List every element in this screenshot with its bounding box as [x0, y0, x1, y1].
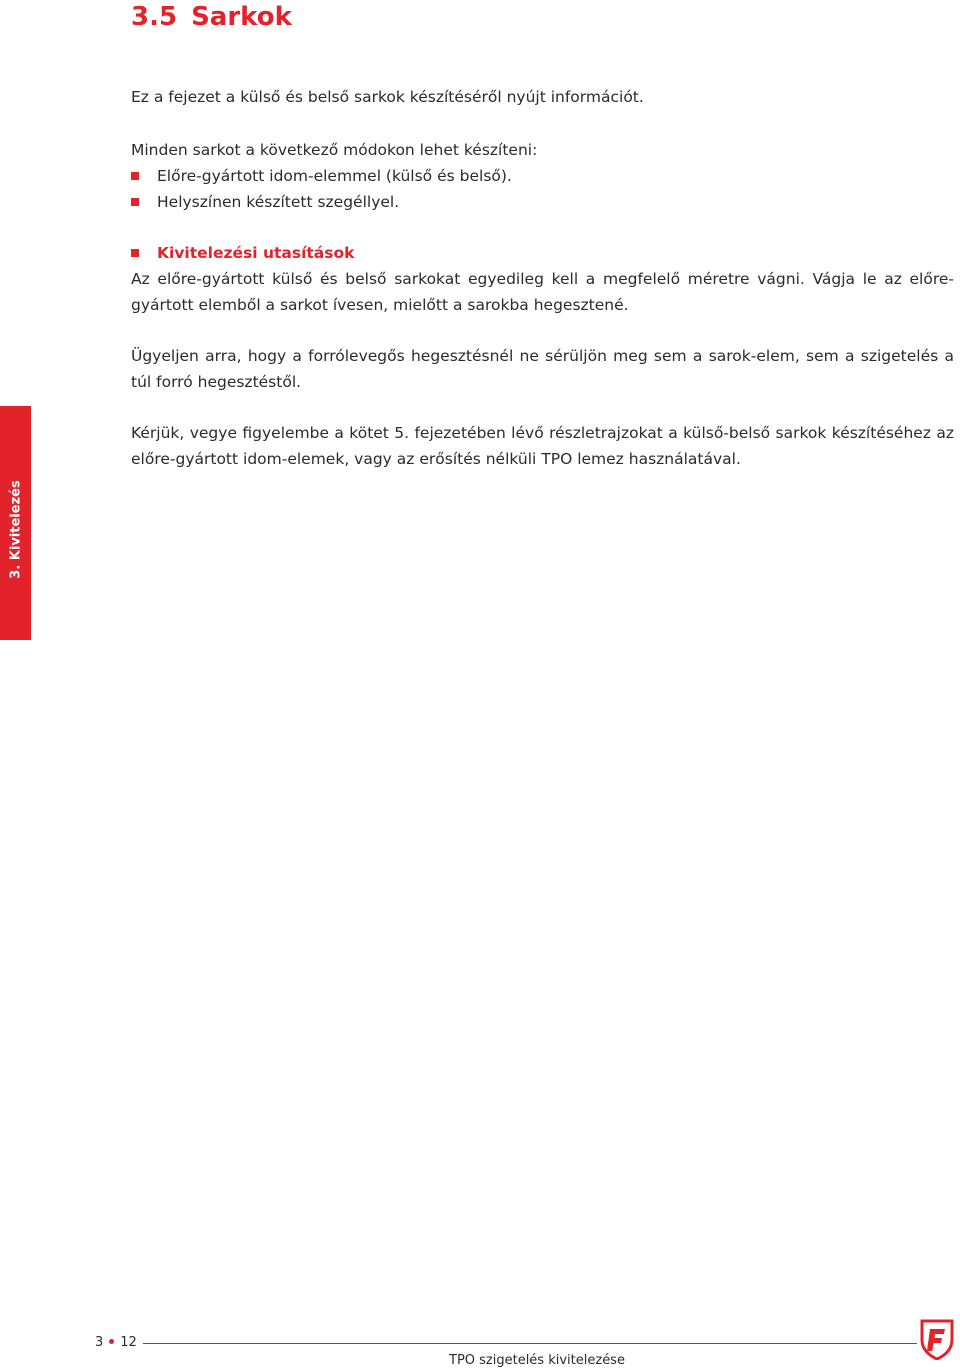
footer-title: TPO szigetelés kivitelezése [449, 1353, 625, 1368]
page-index: 12 [120, 1335, 137, 1350]
bullet-square-icon [131, 198, 139, 206]
intro-paragraph: Ez a fejezet a külső és belső sarkok készítéséről nyújt információt. [131, 88, 644, 106]
instructions-paragraph-1: Az előre-gyártott külső és belső sarkokat egyedileg kell a megfelelő méretre vágni. Vágja le az előre-gyártott elemből a sarkot ívesen, mielőtt a sarokba hegesztené. [131, 270, 954, 314]
instructions-title: Kivitelezési utasítások [157, 244, 355, 262]
instructions-paragraph-2: Ügyeljen arra, hogy a forrólevegős hegesztésnél ne sérüljön meg sem a sarok-elem, sem a szigetelés a túl forró hegesztéstől. [131, 347, 954, 391]
footer-divider [143, 1343, 917, 1344]
methods-list [131, 163, 954, 215]
methods-lead: Minden sarkot a következő módokon lehet készíteni: [131, 141, 538, 159]
page-chapter: 3 [95, 1335, 104, 1350]
bullet-dot-icon [109, 1339, 114, 1344]
bullet-square-icon [131, 172, 139, 180]
page-number [95, 1334, 137, 1352]
section-title: Sarkok [191, 2, 292, 32]
instructions-paragraph-3: Kérjük, vegye figyelembe a kötet 5. fejezetében lévő részletrajzokat a külső-belső sarkok készítéséhez az előre-gyártott idom-elemek, vagy az erősítés nélküli TPO lemez használatával. [131, 424, 954, 468]
section-number: 3.5 [131, 2, 178, 32]
bullet-square-icon [131, 249, 139, 257]
chapter-side-tab-label [1, 479, 31, 579]
instructions-heading [131, 240, 954, 266]
list-item-text: Helyszínen készített szegéllyel. [157, 193, 400, 211]
side-tab-text: 3. Kivitelezés [8, 479, 24, 579]
list-item-text: Előre-gyártott idom-elemmel (külső és belső). [157, 167, 512, 185]
list-item [131, 163, 954, 189]
main-content [131, 84, 954, 472]
list-item [131, 189, 954, 215]
firestone-logo-icon [918, 1318, 956, 1360]
page-title [131, 0, 292, 34]
